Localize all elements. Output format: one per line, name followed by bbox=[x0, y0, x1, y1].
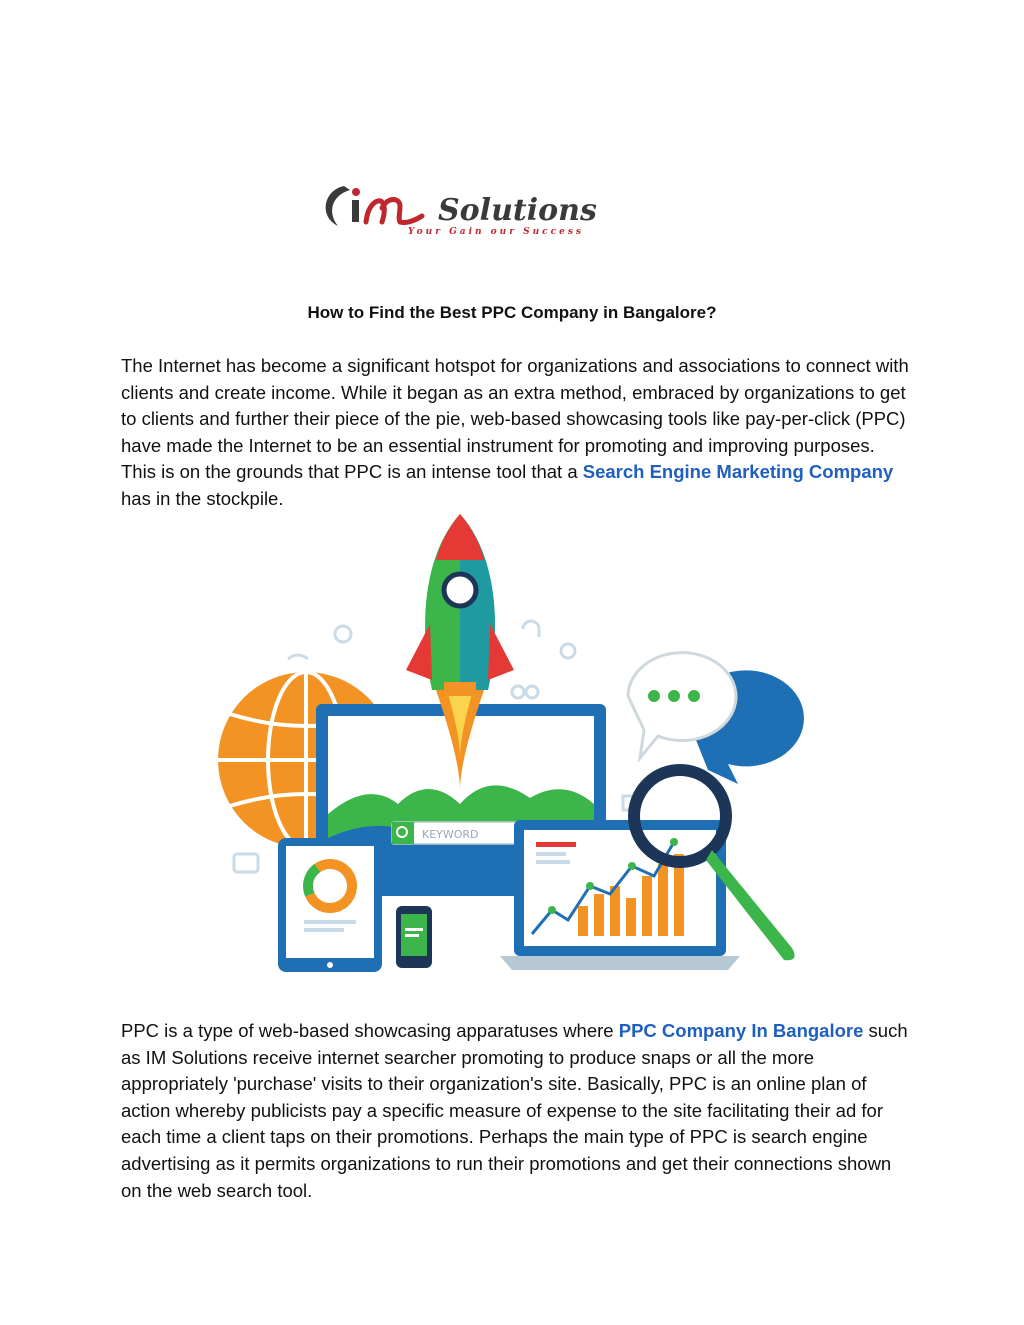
intro-text: The Internet has become a significant hotspot for organizations and associations to connect with clients and create income. While it began as an extra method, embraced by organizations to get to clients and further their piece of the pie, web-based showcasing tools like pay-per-click (PPC) have made the Internet to be an essential instrument for promoting and improving purposes. This is on the grounds that PPC is an intense tool that a bbox=[121, 355, 909, 483]
logo-i-dot bbox=[352, 188, 360, 196]
rocket-window bbox=[444, 574, 476, 606]
logo-i-stem bbox=[352, 200, 359, 222]
logo-m bbox=[366, 200, 422, 223]
search-engine-marketing-link[interactable]: Search Engine Marketing Company bbox=[582, 461, 894, 483]
keyword-placeholder: KEYWORD bbox=[422, 828, 479, 841]
ppc-text-start: PPC is a type of web-based showcasing apparatuses where bbox=[121, 1020, 619, 1041]
ppc-company-link[interactable]: PPC Company In Bangalore bbox=[618, 1020, 864, 1041]
im-solutions-logo bbox=[316, 176, 598, 240]
logo-tagline: Your Gain our Success bbox=[408, 227, 584, 237]
ppc-illustration bbox=[218, 514, 808, 990]
keyword-search-bar bbox=[392, 822, 530, 844]
ppc-paragraph bbox=[121, 1018, 911, 1204]
laptop-icon bbox=[500, 820, 740, 970]
tablet-icon bbox=[278, 838, 382, 972]
intro-text-end: has in the stockpile. bbox=[121, 487, 284, 509]
logo-brand-text: Solutions bbox=[438, 193, 597, 228]
chat-bubbles-icon bbox=[628, 653, 804, 784]
phone-icon bbox=[396, 906, 432, 968]
page-title: How to Find the Best PPC Company in Bangalore? bbox=[307, 303, 717, 322]
logo-swoosh bbox=[326, 186, 350, 226]
rocket-icon bbox=[406, 514, 514, 696]
ppc-text: such as IM Solutions receive internet searcher promoting to produce snaps or all the more appropriately 'purchase' visits to their organization's site. Basically, PPC is an online plan of action whereby publicists pay a specific measure of expense to the site facilitating their ad for each time a client taps on their promotions. Perhaps the main type of PPC is search engine advertising as it permits organizations to run their promotions and get their connections shown on the web search tool. bbox=[121, 1020, 908, 1201]
intro-paragraph bbox=[121, 353, 911, 513]
